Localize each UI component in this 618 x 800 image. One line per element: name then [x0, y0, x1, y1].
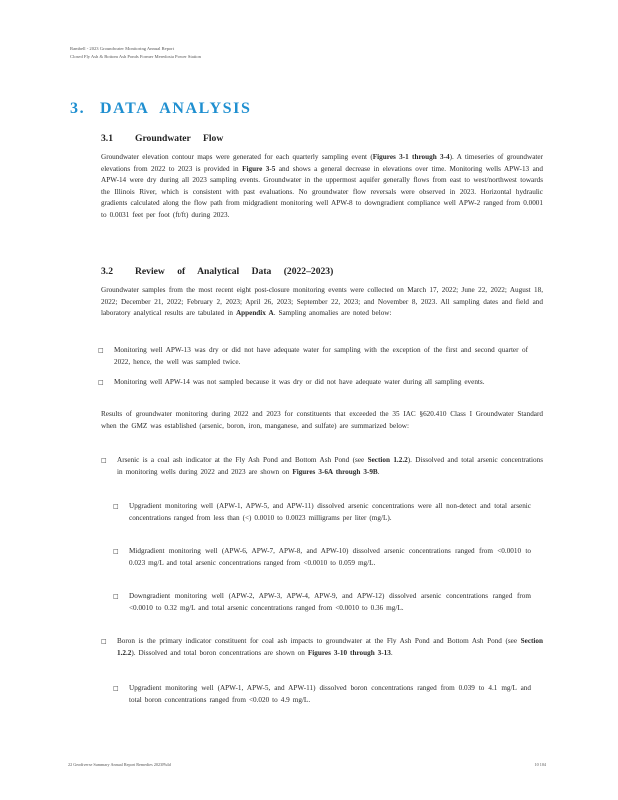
- bullet-box-icon: □: [101, 457, 107, 464]
- sub-list-item-text: Upgradient monitoring well (APW-1, APW-5, and APW-11) dissolved arsenic concentrations were all non-detect and total arsenic concentrations ranged from less than (<) 0.0010 to 0.0023 milligrams per liter (mg/L).: [129, 502, 531, 522]
- paragraph-groundwater-flow: [101, 152, 543, 222]
- paragraph-sampling-events: [101, 285, 543, 320]
- header-line-1: Rambell - 2023 Groundwater Monitoring Annual Report: [70, 46, 175, 51]
- subsection-heading-groundwater-flow: [101, 133, 223, 144]
- sub-list-item: [113, 683, 531, 706]
- bullet-box-icon: □: [98, 379, 104, 386]
- bullet-box-icon: □: [113, 685, 119, 692]
- list-item-text: Monitoring well APW-13 was dry or did not have adequate water for sampling with the exception of the first and second quarter of 2022, hence, the well was sampled twice.: [114, 346, 528, 366]
- sub-list-item-text: Midgradient monitoring well (APW-6, APW-7, APW-8, and APW-10) dissolved arsenic concentrations ranged from <0.0010 to 0.023 mg/L and total arsenic concentrations ranged from <0.0010 to 0.059 mg/L.: [129, 547, 531, 567]
- text-run: . Sampling anomalies are noted below:: [273, 309, 392, 318]
- section-reference: Section 1.2.2: [367, 456, 408, 464]
- footer-left-text: 22 Geodiverse Summary Annual Report Remedies 2023Ph4d: [68, 762, 171, 767]
- text-run: ). Dissolved and total arsenic concentrations in monitoring wells during 2022 and 2023 are shown on: [117, 456, 543, 476]
- appendix-reference: Appendix A: [235, 309, 274, 318]
- subsection-number: 3.2: [101, 266, 113, 277]
- subsection-heading-analytical-data: [101, 266, 333, 277]
- list-item: [98, 345, 528, 368]
- text-run: .: [377, 467, 380, 476]
- bullet-box-icon: □: [113, 593, 119, 600]
- bullet-box-icon: □: [101, 638, 107, 645]
- figure-reference: Figures 3-10 through 3-13: [307, 648, 391, 657]
- paragraph-constituents: Results of groundwater monitoring during 2022 and 2023 for constituents that exceeded the 35 IAC §620.410 Class I Groundwater Standard when the GMZ was established (arsenic, boron, iron, manganese, and sulfate) are summarized below:: [101, 410, 543, 430]
- subsection-number: 3.1: [101, 133, 113, 144]
- figure-reference: Figures 3-1 through 3-4: [372, 153, 450, 161]
- text-run: ). A timeseries of groundwater elevations from 2022 to 2023 is provided in: [101, 153, 543, 173]
- bullet-box-icon: □: [113, 503, 119, 510]
- text-run: and shows a general decrease in elevations over time. Monitoring wells APW-13 and APW-14 were dry during all 2023 sampling events. Groundwater in the uppermost aquifer generally flows from east to west/northwest towards the Illinois River, which is consistent with past evaluations. No groundwater flow reversals were observed in 2023. Horizontal hydraulic gradients calculated along the flow path from midgradient monitoring well APW-8 to downgradient compliance well APW-2 ranged from 0.0001 to 0.0031 feet per foot (ft/ft) during 2023.: [101, 164, 543, 219]
- list-item-text: Monitoring well APW-14 was not sampled because it was dry or did not have adequate water during all sampling events.: [114, 378, 485, 386]
- text-run: ). Dissolved and total boron concentrations are shown on: [131, 648, 308, 657]
- sub-list-item: [113, 591, 531, 614]
- bullet-box-icon: □: [113, 548, 119, 555]
- page-footer: [68, 762, 546, 767]
- figure-reference: Figures 3-6A through 3-9B: [292, 467, 378, 476]
- bullet-box-icon: □: [98, 347, 104, 354]
- section-number: 3.: [70, 100, 86, 117]
- figure-reference: Figure 3-5: [242, 164, 276, 173]
- text-run: Arsenic is a coal ash indicator at the Fly Ash Pond and Bottom Ash Pond (see: [117, 456, 368, 464]
- page-number: 10 104: [534, 762, 546, 767]
- sub-list-item: [113, 546, 531, 569]
- list-item: [98, 377, 528, 389]
- header-line-2: Closed Fly Ash & Bottom Ash Ponds Former Meredosia Power Station: [70, 54, 201, 59]
- text-run: Groundwater elevation contour maps were generated for each quarterly sampling event (: [101, 153, 373, 161]
- section-reference: Section 1.2.2: [117, 637, 543, 657]
- sub-list-item-text: Downgradient monitoring well (APW-2, APW-3, APW-4, APW-9, and APW-12) dissolved arsenic concentrations ranged from <0.0010 to 0.32 mg/L and total arsenic concentrations ranged from <0.0010 to 0.36 mg/L.: [129, 592, 531, 612]
- section-title: DATA ANALYSIS: [100, 100, 252, 117]
- subsection-title: Groundwater Flow: [135, 133, 224, 144]
- list-item-boron: [101, 636, 543, 659]
- section-heading: [70, 100, 530, 118]
- sub-list-item: [113, 501, 531, 524]
- text-run: .: [390, 648, 393, 657]
- subsection-title: Review of Analytical Data (2022–2023): [135, 266, 334, 277]
- running-header: [70, 45, 550, 61]
- list-item-arsenic: [101, 455, 543, 478]
- text-run: Boron is the primary indicator constituent for coal ash impacts to groundwater at the Fly Ash Pond and Bottom Ash Pond (see: [117, 637, 521, 645]
- sub-list-item-text: Upgradient monitoring well (APW-1, APW-5, and APW-11) dissolved boron concentrations ranged from 0.039 to 4.1 mg/L and total boron concentrations ranged from <0.020 to 4.9 mg/L.: [129, 684, 531, 704]
- text-run: Groundwater samples from the most recent eight post-closure monitoring events were collected on March 17, 2022; June 22, 2022; August 18, 2022; December 21, 2022; February 2, 2023; April 26, 2023; September 22, 2023; and November 8, 2023. All sampling dates and field and laboratory analytical results are tabulated in: [101, 286, 543, 318]
